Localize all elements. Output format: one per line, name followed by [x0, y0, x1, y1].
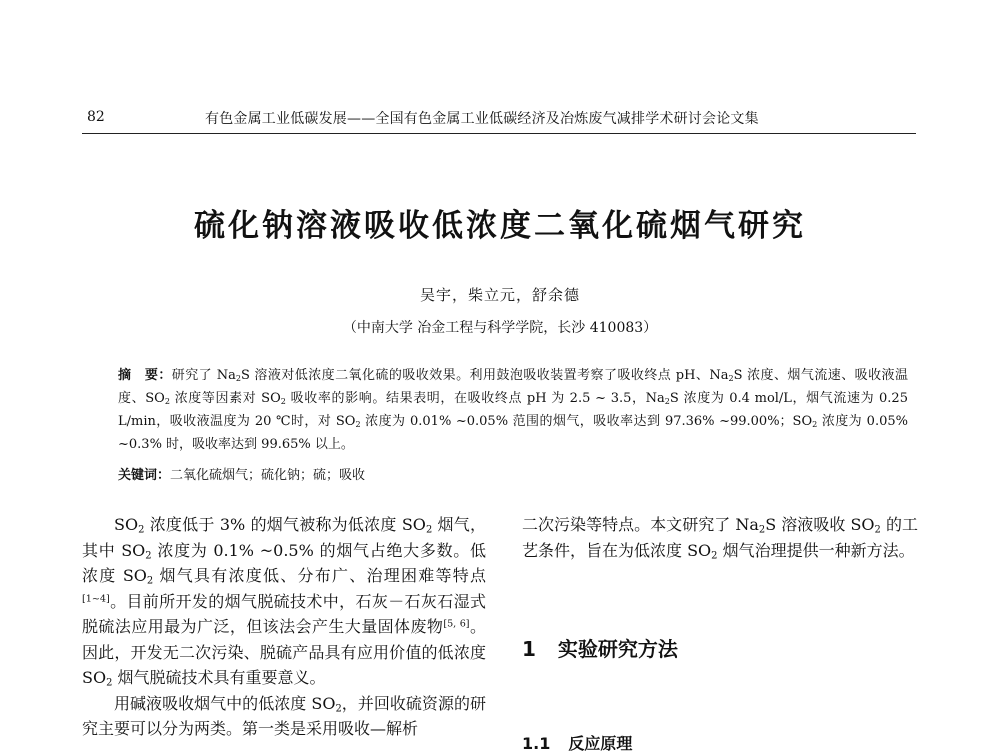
body-paragraph: 二次污染等特点。本文研究了 $Na_2S$ 溶液吸收 $SO_2$ 的工艺条件，旨在为低浓度 $SO_2$ 烟气治理提供一种新方法。 [522, 515, 918, 561]
abstract-label: 摘 要： [118, 368, 172, 383]
page-number: 82 [87, 109, 105, 125]
abstract: 摘 要：研究了 $Na_2S$ 溶液对低浓度二氧化硫的吸收效果。利用鼓泡吸收装置考察了吸收终点 pH、$Na_2S$ 浓度、烟气流速、吸收液温度、$SO_2$ 浓度等因素对 $SO_2$ 吸收率的影响。结果表明，在吸收终点 pH 为 2.5 ~ 3.5，$Na_2S$ 浓度为 0.4 mol/L，烟气流速为 0.25 L/min，吸收液温度为 20 ℃时，对 $SO_2$ 浓度为 0.01% ~0.05% 范围的烟气，吸收率达到 97.36% ~99.00%；$SO_2$ 浓度为 0.05% ~0.3% 时，吸收率达到 99.65% 以上。 [118, 368, 908, 452]
affiliation: （中南大学 冶金工程与科学学院，长沙 410083） [342, 320, 658, 336]
body-column-right [522, 512, 918, 563]
body-column-left [82, 512, 486, 742]
section-heading: 1 实验研究方法 [522, 637, 678, 661]
citation: [1~4] [82, 592, 110, 604]
citation: [5, 6] [443, 618, 470, 630]
paper-title: 硫化钠溶液吸收低浓度二氧化硫烟气研究 [194, 208, 806, 244]
keywords-text: 二氧化硫烟气；硫化钠；硫；吸收 [170, 468, 366, 483]
subsection-heading: 1.1 反应原理 [522, 734, 633, 753]
body-paragraph: $SO_2$ 浓度低于 3% 的烟气被称为低浓度 $SO_2$ 烟气，其中 $SO_2$ 浓度为 0.1% ~0.5% 的烟气占绝大多数。低浓度 $SO_2$ 烟气具有浓度低、分布广、治理困难等特点[1~4]。目前所开发的烟气脱硫技术中，石灰－石灰石湿式脱硫法应用最为广泛，但该法会产生大量固体废物[5, 6]。因此，开发无二次污染、脱硫产品具有应用价值的低浓度 $SO_2$ 烟气脱硫技术具有重要意义。 [82, 515, 486, 689]
running-header: 有色金属工业低碳发展——全国有色金属工业低碳经济及冶炼废气减排学术研讨会论文集 [205, 111, 759, 127]
header-rule [82, 133, 916, 134]
keywords-label: 关键词： [118, 468, 171, 483]
body-paragraph: 用碱液吸收烟气中的低浓度 $SO_2$，并回收硫资源的研究主要可以分为两类。第一类是采用吸收—解析 [82, 693, 486, 738]
keywords [118, 464, 365, 483]
authors: 吴宇，柴立元，舒余德 [419, 286, 580, 304]
